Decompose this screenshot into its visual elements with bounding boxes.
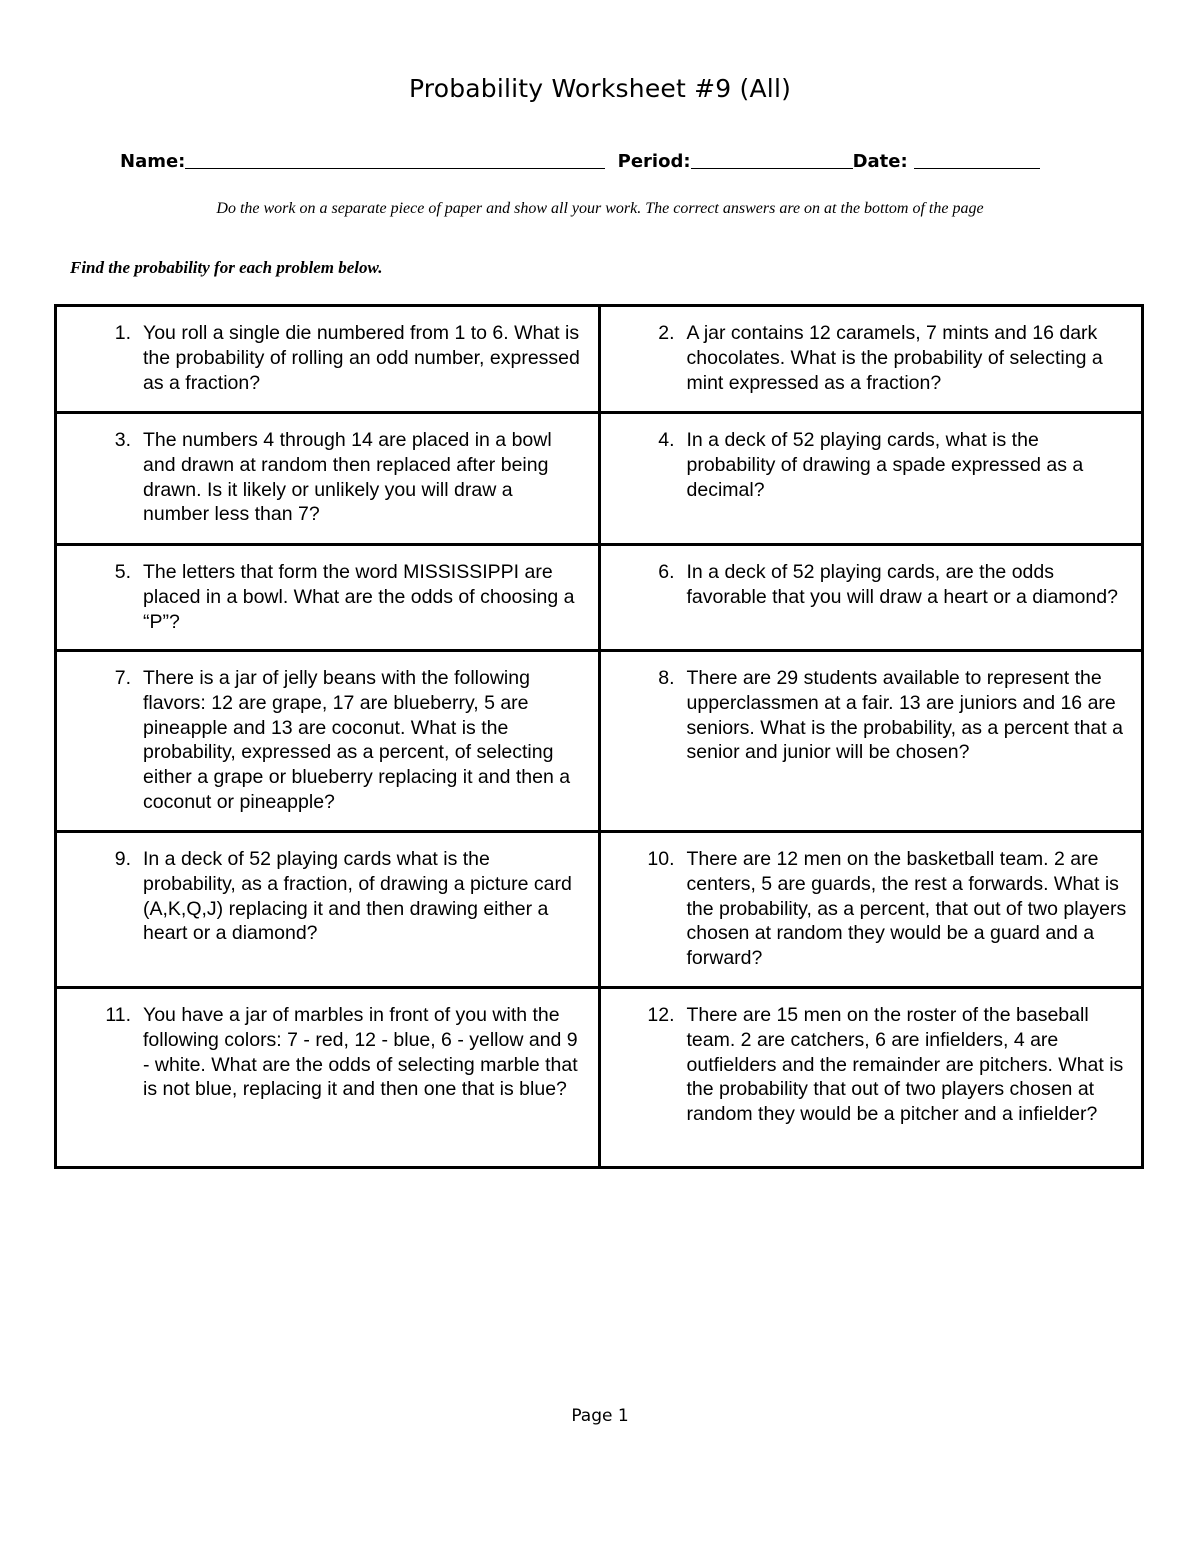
problem-text: In a deck of 52 playing cards, what is the probability of drawing a spade expressed as a decimal?: [686, 429, 1084, 501]
problem-item: [57, 989, 598, 1102]
name-label: Name:: [120, 151, 186, 172]
problem-number: 12.: [647, 1004, 675, 1026]
problem-text: The letters that form the word MISSISSIPPI are placed in a bowl. What are the odds of choosing a “P”?: [143, 561, 575, 633]
table-row: [56, 306, 1143, 413]
problem-text: There are 15 men on the roster of the baseball team. 2 are catchers, 6 are infielders, 4 are outfielders and the remainder are pitchers. What is the probability that out of two players chosen at random they would be a pitcher and a infielder?: [686, 1004, 1124, 1126]
problem-text: You roll a single die numbered from 1 to 6. What is the probability of rolling an odd number, expressed as a fraction?: [143, 322, 580, 394]
problem-item: [601, 833, 1142, 971]
problem-text: There is a jar of jelly beans with the following flavors: 12 are grape, 17 are blueberry, 5 are pineapple and 13 are coconut. What is the probability, expressed as a percent, of selecting either a grape or blueberry replacing it and then a coconut or pineapple?: [143, 667, 571, 813]
table-row: [56, 988, 1143, 1168]
problem-cell: [599, 832, 1143, 988]
problem-item: [601, 989, 1142, 1127]
problem-text: The numbers 4 through 14 are placed in a bowl and drawn at random then replaced after being drawn. Is it likely or unlikely you will draw a number less than 7?: [143, 429, 552, 526]
problem-number: 6.: [658, 561, 675, 583]
problem-item: [601, 546, 1142, 610]
problem-number: 2.: [658, 322, 675, 344]
period-blank[interactable]: [691, 150, 853, 169]
problem-text: You have a jar of marbles in front of you with the following colors: 7 - red, 12 - blue, 6 - yellow and 9 - white. What are the odds of selecting marble that is not blue, replacing it and then one that is blue?: [143, 1004, 578, 1101]
problem-cell: [599, 545, 1143, 651]
problem-number: 1.: [114, 322, 131, 344]
problem-number: 7.: [114, 667, 131, 689]
problem-cell: [599, 988, 1143, 1168]
problem-number: 3.: [114, 429, 131, 451]
problem-cell: [56, 988, 600, 1168]
problem-item: [57, 307, 598, 395]
problem-item: [57, 546, 598, 634]
problem-cell: [599, 651, 1143, 832]
problem-item: [57, 833, 598, 946]
table-row: [56, 545, 1143, 651]
problem-cell: [56, 413, 600, 545]
page-title: Probability Worksheet #9 (All): [408, 74, 792, 103]
section-heading: Find the probability for each problem below.: [70, 258, 383, 277]
problem-item: [601, 652, 1142, 765]
problem-cell: [56, 832, 600, 988]
problem-text: In a deck of 52 playing cards, are the odds favorable that you will draw a heart or a diamond?: [686, 561, 1118, 608]
table-row: [56, 651, 1143, 832]
period-label: Period:: [617, 151, 691, 172]
problem-item: [601, 414, 1142, 502]
problem-table: [54, 304, 1144, 1169]
problem-text: There are 29 students available to represent the upperclassmen at a fair. 13 are juniors and 16 are seniors. What is the probability, as a percent that a senior and junior will be chosen?: [686, 667, 1123, 764]
table-row: [56, 413, 1143, 545]
problem-number: 8.: [658, 667, 675, 689]
problem-item: [601, 307, 1142, 395]
problem-cell: [599, 306, 1143, 413]
page-number: Page 1: [571, 1406, 629, 1426]
problem-cell: [56, 306, 600, 413]
problem-cell: [56, 545, 600, 651]
problem-cell: [599, 413, 1143, 545]
problem-number: 5.: [114, 561, 131, 583]
problem-number: 10.: [647, 848, 675, 870]
problem-cell: [56, 651, 600, 832]
problem-item: [57, 652, 598, 815]
student-info-line: [120, 150, 1080, 172]
date-blank[interactable]: [914, 150, 1040, 169]
table-row: [56, 832, 1143, 988]
problem-text: In a deck of 52 playing cards what is the probability, as a fraction, of drawing a picture card (A,K,Q,J) replacing it and then drawing either a heart or a diamond?: [143, 848, 572, 945]
problem-number: 9.: [114, 848, 131, 870]
instructions: Do the work on a separate piece of paper and show all your work. The correct answers are on at the bottom of the page: [216, 200, 984, 217]
problem-text: A jar contains 12 caramels, 7 mints and 16 dark chocolates. What is the probability of selecting a mint expressed as a fraction?: [686, 322, 1103, 394]
problem-number: 11.: [105, 1004, 131, 1026]
problem-number: 4.: [658, 429, 675, 451]
name-blank[interactable]: [185, 150, 605, 169]
problem-item: [57, 414, 598, 527]
date-label: Date:: [852, 151, 908, 172]
problem-text: There are 12 men on the basketball team. 2 are centers, 5 are guards, the rest a forwards. What is the probability, as a percent, that out of two players chosen at random they would be a guard and a forward?: [686, 848, 1127, 970]
